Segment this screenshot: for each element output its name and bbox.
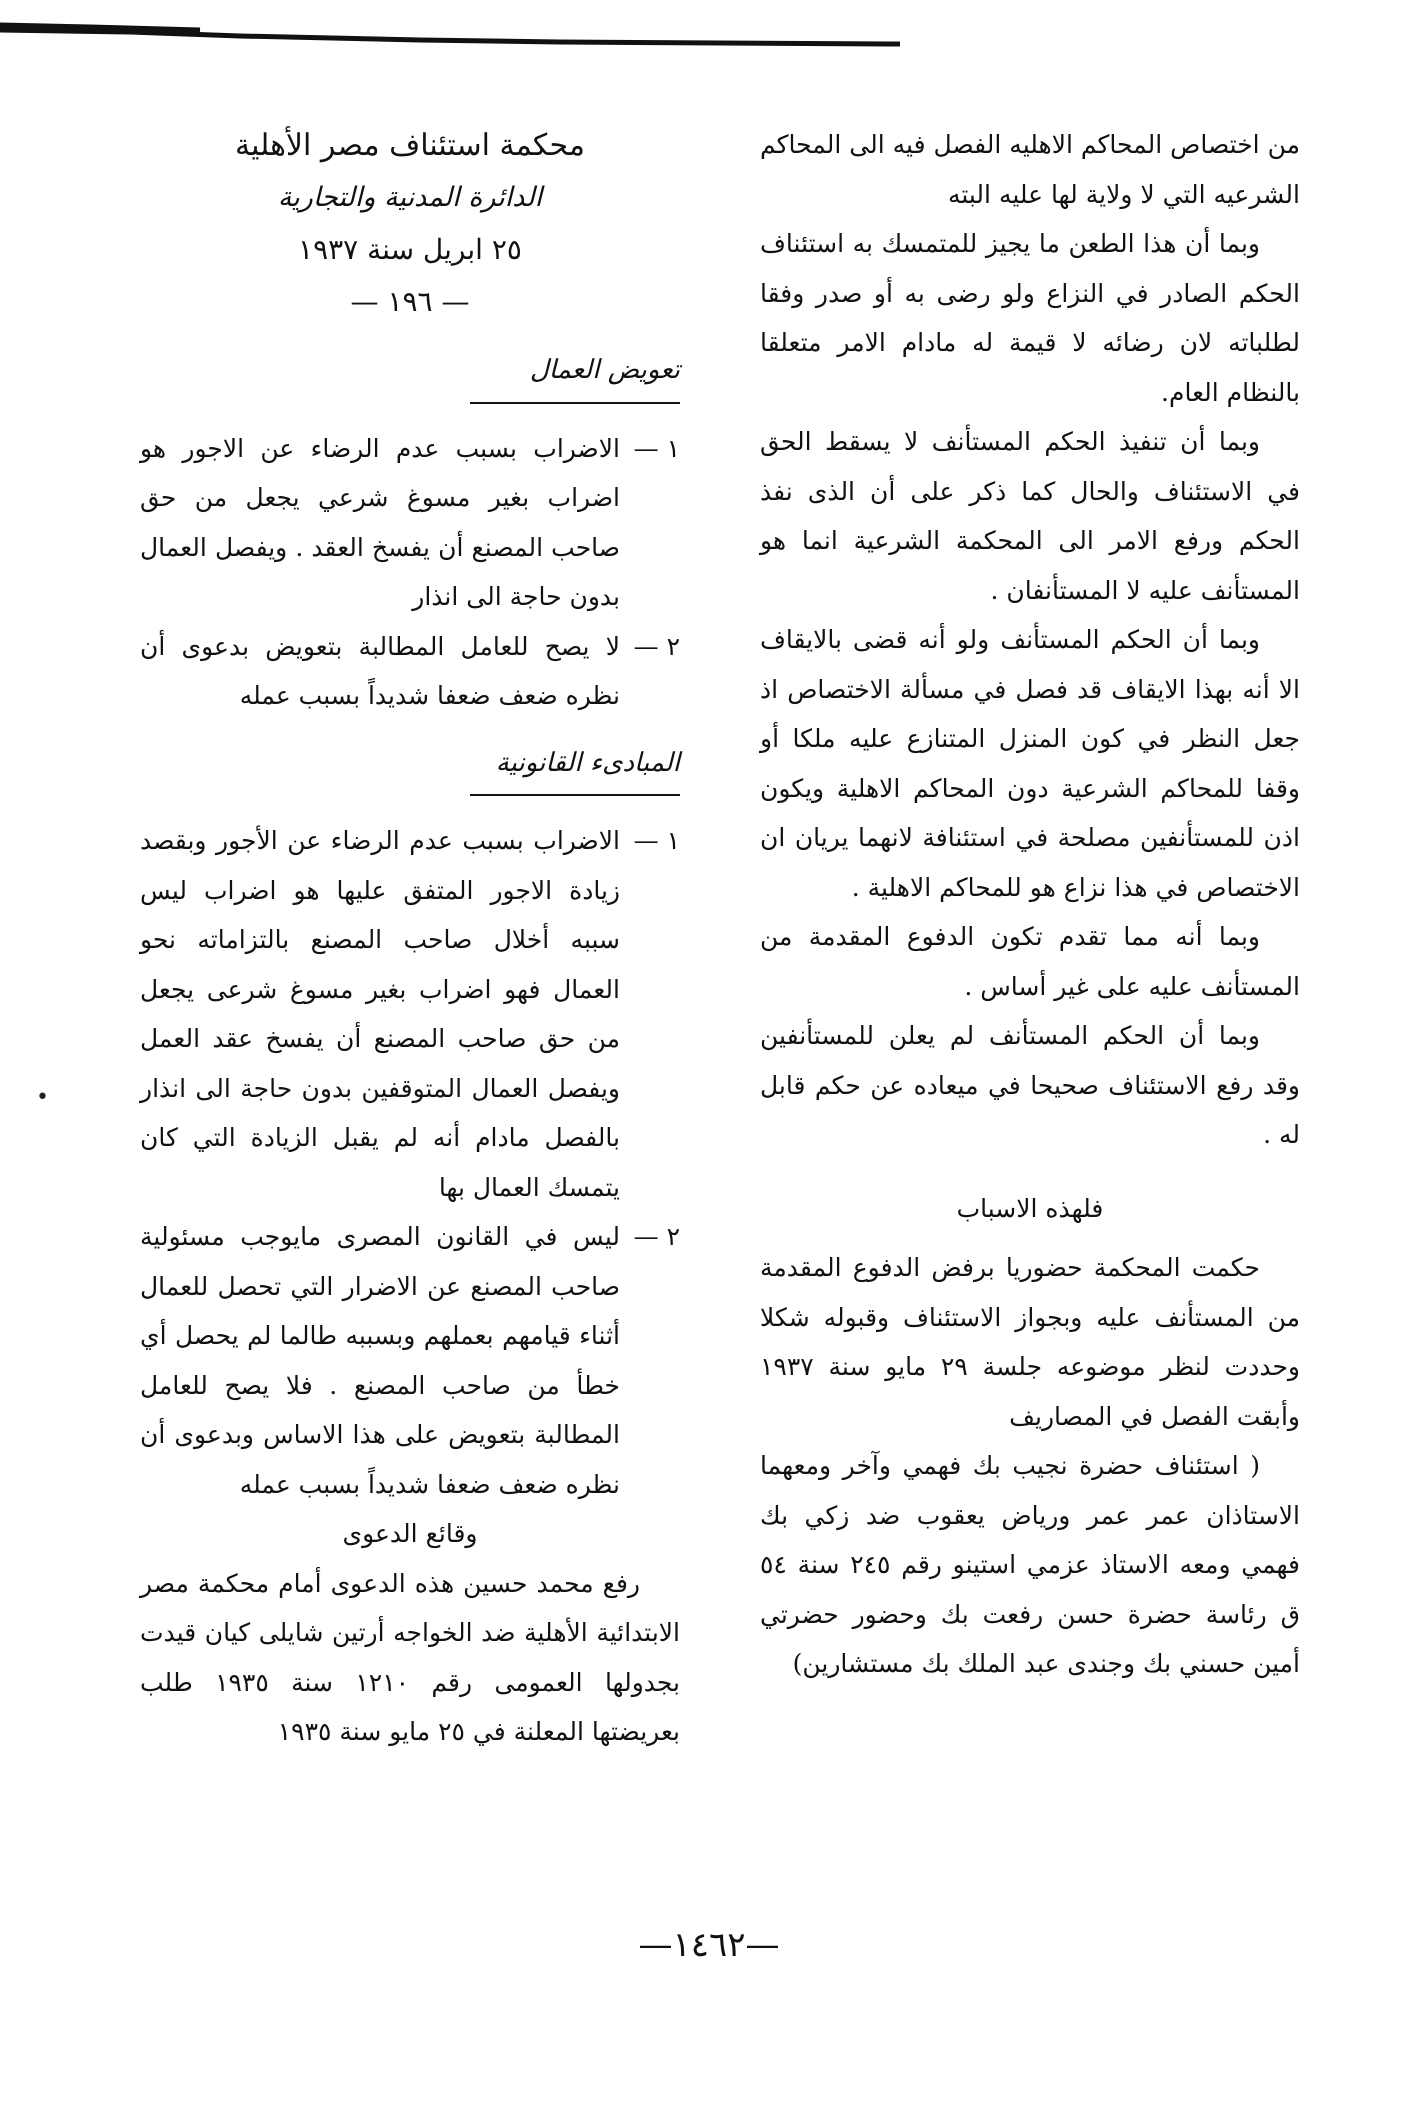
item-number: ١ — bbox=[633, 826, 680, 855]
stray-mark: • bbox=[36, 1085, 49, 1110]
item-text: الاضراب بسبب عدم الرضاء عن الاجور هو اضراب بغير مسوغ شرعي يجعل من حق صاحب المصنع أن يفسخ العقد . ويفصل العمال بدون حاجة الى انذار bbox=[140, 433, 620, 611]
item-number: ١ — bbox=[633, 433, 680, 463]
judgment-date: ٢٥ ابريل سنة ١٩٣٧ bbox=[298, 233, 522, 266]
case-number: — ١٩٦ — bbox=[350, 285, 470, 318]
page-number: —١٤٦٢— bbox=[638, 1925, 780, 1965]
verdict-title: فلهذه الاسباب bbox=[956, 1193, 1104, 1223]
principle-item bbox=[140, 816, 680, 1212]
principle-item bbox=[140, 1212, 680, 1509]
facts-text: رفع محمد حسين هذه الدعوى أمام محكمة مصر الابتدائية الأهلية ضد الخواجه أرتين شايلى كيان قيدت بجدولها العمومى رقم ١٢١٠ سنة ١٩٣٥ طلب بعريضتها المعلنة في ٢٥ مايو سنة ١٩٣٥ bbox=[140, 1568, 680, 1746]
summary-item bbox=[140, 622, 680, 721]
court-name: محكمة استئناف مصر الأهلية bbox=[235, 128, 585, 163]
item-number: ٢ — bbox=[633, 631, 680, 661]
verdict-text: حكمت المحكمة حضوريا برفض الدفوع المقدمة من المستأنف عليه وبجواز الاستئناف وقبوله شكلا وحددت لنظر موضوعه جلسة ٢٩ مايو سنة ١٩٣٧ وأبقت الفصل في المصاريف bbox=[760, 1253, 1300, 1431]
paragraph-intro: من اختصاص المحاكم الاهليه الفصل فيه الى المحاكم الشرعيه التي لا ولاية لها عليه البته bbox=[760, 130, 1300, 209]
summary-heading: تعويض العمال bbox=[470, 346, 680, 404]
facts-heading: وقائع الدعوى bbox=[342, 1519, 478, 1548]
left-column bbox=[140, 120, 680, 1757]
item-number: ٢ — bbox=[633, 1222, 680, 1251]
paragraph-appeal-permitted: وبما أن هذا الطعن ما يجيز للمتمسك به استئناف الحكم الصادر في النزاع ولو رضى به أو صدر وفقا لطلباته لان رضائه لا قيمة له مادام الامر متعلقا بالنظام العام. bbox=[760, 229, 1300, 407]
court-header bbox=[140, 120, 680, 328]
item-text: ليس في القانون المصرى مايوجب مسئولية صاحب المصنع عن الاضرار التي تحصل للعمال أثناء قيامهم بعملهم وبسببه طالما لم يحصل أي خطأ من صاحب المصنع . فلا يصح للعامل المطالبة بتعويض على هذا الاساس وبدعوى أن نظره ضعف ضعفا شديداً بسبب عمله bbox=[140, 1222, 620, 1499]
panel-text: ( استئناف حضرة نجيب بك فهمي وآخر ومعهما الاستاذان عمر عمر ورياض يعقوب ضد زكي بك فهمي ومعه الاستاذ عزمي استينو رقم ٢٤٥ سنة ٥٤ ق رئاسة حضرة حسن رفعت بك وحضور حضرتي أمين حسني بك وجندى عبد الملك بك مستشارين) bbox=[760, 1451, 1300, 1678]
paragraph-execution: وبما أن تنفيذ الحكم المستأنف لا يسقط الحق في الاستئناف والحال كما ذكر على أن الذى نفذ الحكم ورفع الامر الى المحكمة الشرعية انما هو المستأنف عليه لا المستأنفان . bbox=[760, 427, 1300, 605]
paragraph-defenses: وبما أنه مما تقدم تكون الدفوع المقدمة من المستأنف عليه على غير أساس . bbox=[760, 922, 1300, 1001]
page-content bbox=[140, 120, 1300, 1920]
paragraph-timely-appeal: وبما أن الحكم المستأنف لم يعلن للمستأنفين وقد رفع الاستئناف صحيحا في ميعاده عن حكم قابل له . bbox=[760, 1021, 1300, 1149]
principles-heading: المبادىء القانونية bbox=[470, 739, 680, 797]
right-column bbox=[760, 120, 1300, 1689]
item-text: لا يصح للعامل المطالبة بتعويض بدعوى أن نظره ضعف ضعفا شديداً بسبب عمله bbox=[140, 631, 620, 710]
paragraph-jurisdiction: وبما أن الحكم المستأنف ولو أنه قضى بالايقاف الا أنه بهذا الايقاف قد فصل في مسألة الاختصاص اذ جعل النظر في كون المنزل المتنازع عليه ملكا أو وقفا للمحاكم الشرعية دون المحاكم الاهلية ويكون اذن للمستأنفين مصلحة في استئنافة لانهما يريان ان الاختصاص في هذا نزاع هو للمحاكم الاهلية . bbox=[760, 625, 1300, 902]
top-rule bbox=[0, 22, 1418, 62]
circuit-name: الدائرة المدنية والتجارية bbox=[277, 182, 543, 213]
summary-item bbox=[140, 424, 680, 622]
item-text: الاضراب بسبب عدم الرضاء عن الأجور وبقصد زيادة الاجور المتفق عليها هو اضراب ليس سببه أخلال صاحب المصنع بالتزاماته نحو العمال فهو اضراب بغير مسوغ شرعى يجعل من حق صاحب المصنع أن يفسخ عقد العمل ويفصل العمال المتوقفين بدون حاجة الى انذار بالفصل مادام أنه لم يقبل الزيادة التي كان يتمسك العمال بها bbox=[140, 826, 620, 1202]
